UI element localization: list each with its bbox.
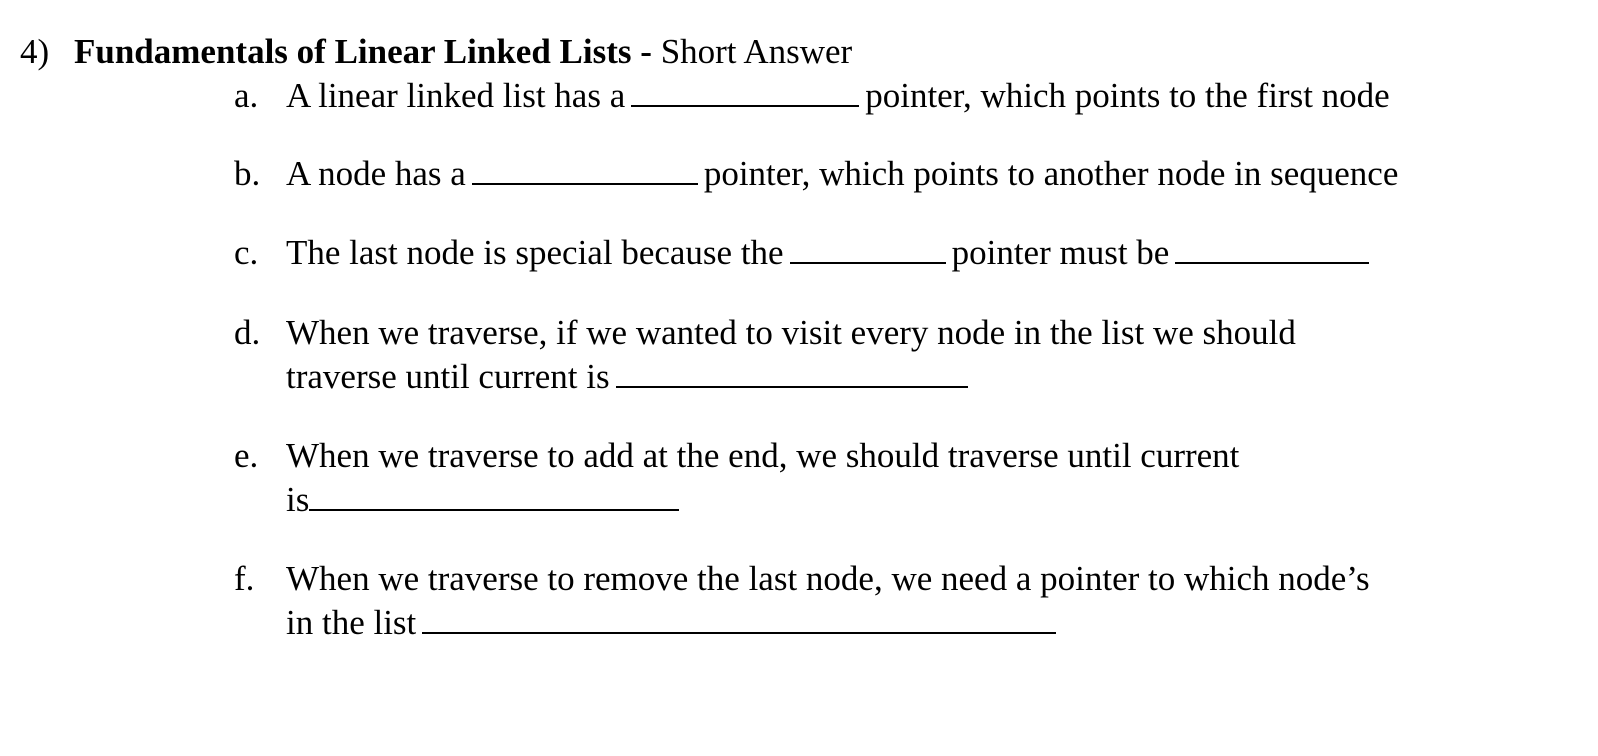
item-text-line1: When we traverse, if we wanted to visit every node in the list we should	[286, 313, 1296, 352]
answer-blank[interactable]	[309, 479, 679, 511]
answer-blank[interactable]	[422, 602, 1056, 634]
item-text-line1: When we traverse to remove the last node, we need a pointer to which node’s	[286, 559, 1370, 598]
item-text-line2-label: traverse until current is	[286, 357, 610, 396]
answer-blank[interactable]	[616, 356, 968, 388]
answer-blank[interactable]	[631, 75, 859, 107]
item-text-line2	[286, 355, 974, 399]
item-letter: b.	[234, 154, 261, 193]
item-text-line2	[286, 601, 1062, 645]
item-text-line2-label: is	[286, 480, 310, 519]
item-text	[286, 231, 1375, 275]
item-letter: e.	[234, 436, 259, 475]
item-text	[286, 74, 1390, 118]
question-heading	[20, 30, 852, 74]
answer-blank[interactable]	[1175, 232, 1369, 264]
question-title-bold: Fundamentals of Linear Linked Lists -	[74, 32, 652, 71]
question-title-rest: Short Answer	[651, 32, 853, 71]
item-letter: f.	[234, 559, 255, 598]
question-number: 4)	[20, 32, 50, 71]
item-text-after: pointer, which points to the first node	[865, 76, 1390, 115]
item-text-before: The last node is special because the	[286, 233, 784, 272]
item-letter: d.	[234, 313, 261, 352]
item-text-middle: pointer must be	[951, 233, 1170, 272]
item-letter: c.	[234, 233, 259, 272]
answer-blank[interactable]	[472, 153, 698, 185]
item-text-before: A node has a	[286, 154, 466, 193]
item-text-after: pointer, which points to another node in sequence	[703, 154, 1399, 193]
item-text-line1: When we traverse to add at the end, we should traverse until current	[286, 436, 1240, 475]
item-text	[286, 152, 1398, 196]
answer-blank[interactable]	[790, 232, 946, 264]
item-text-line2-label: in the list	[286, 603, 417, 642]
item-letter: a.	[234, 76, 259, 115]
item-text-before: A linear linked list has a	[286, 76, 626, 115]
item-text-line2	[286, 478, 685, 522]
